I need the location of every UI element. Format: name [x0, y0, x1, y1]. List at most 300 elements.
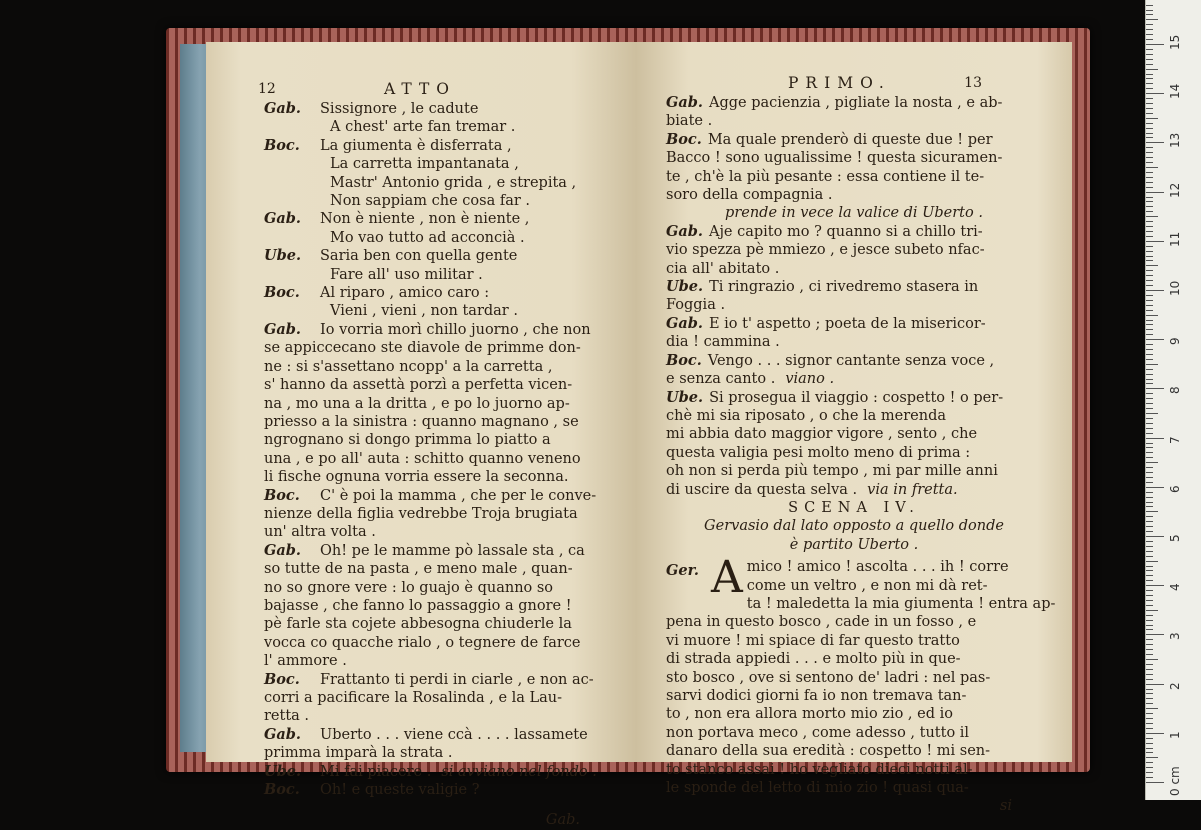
ruler-tick	[1146, 649, 1153, 650]
ruler-tick	[1146, 556, 1153, 557]
ruler-tick	[1146, 64, 1153, 65]
continuation-line	[666, 425, 1042, 443]
ruler-tick	[1146, 551, 1153, 552]
ruler-tick	[1146, 452, 1153, 453]
ruler-tick	[1146, 197, 1153, 198]
continuation-line	[666, 481, 1042, 499]
ruler-label: 6	[1168, 485, 1182, 493]
ruler-tick	[1146, 324, 1153, 325]
dialogue-text: Frattanto ti perdi in ciarle , e non ac-	[320, 671, 594, 688]
ruler-tick	[1146, 698, 1153, 699]
dialogue-text: na , mo una a la dritta , e po lo juorno ap-	[264, 395, 570, 412]
ruler-tick	[1146, 270, 1153, 271]
text-line	[264, 781, 614, 799]
dialogue-text: bajasse , che fanno lo passaggio a gnore !	[264, 597, 572, 614]
ruler-label: 14	[1168, 83, 1182, 100]
ruler-tick	[1146, 162, 1153, 163]
ruler-tick	[1146, 767, 1153, 768]
ruler-tick	[1146, 782, 1164, 783]
ruler-label: 1	[1168, 731, 1182, 739]
dialogue-text: Agge pacienzia , pigliate la nosta , e ab-	[708, 95, 1003, 111]
ruler-tick	[1146, 590, 1153, 591]
ruler-tick	[1146, 108, 1153, 109]
ruler-label: 2	[1168, 681, 1182, 690]
dialogue-text: te , ch'è la più pesante : essa contiene il te-	[666, 168, 985, 185]
ruler-tick	[1146, 305, 1153, 306]
text-line	[666, 315, 1042, 333]
continuation-line	[264, 523, 614, 541]
dialogue-text: Si prosegua il viaggio : cospetto ! o per-	[709, 389, 1004, 406]
ruler-tick	[1146, 674, 1153, 675]
ruler-tick	[1146, 561, 1158, 562]
ruler-label: 7	[1168, 435, 1182, 444]
speech-line: to stanco assai ! ho vegliato dieci notti al-	[666, 761, 973, 778]
dialogue-text: chè mi sia riposato , o che la merenda	[666, 407, 947, 424]
dialogue-text: Bacco ! sono ugualissime ! questa sicuramen-	[666, 150, 1003, 167]
ruler-tick	[1146, 265, 1158, 266]
speaker-label: Gab.	[264, 100, 301, 117]
ruler-tick	[1146, 54, 1153, 55]
speaker-label: Gab.	[264, 725, 301, 743]
speaker-label: Ube.	[264, 762, 302, 780]
dialogue-text: dia ! cammina .	[666, 334, 780, 351]
speech-line: sarvi dodici giorni fa io non tremava tan-	[666, 688, 967, 704]
ruler-tick	[1146, 113, 1153, 114]
text-line	[264, 100, 614, 118]
dialogue-text: ngrognano si dongo primma lo piatto a	[264, 432, 551, 449]
ruler-tick	[1146, 718, 1153, 719]
ruler-tick	[1146, 379, 1153, 380]
ruler-label: 8	[1168, 386, 1182, 395]
ruler-tick	[1146, 472, 1153, 473]
right-page	[636, 42, 1072, 815]
speech-line: to , non era allora morto mio zio , ed io	[666, 706, 953, 723]
dialogue-text: Saria ben con quella gente	[320, 248, 518, 265]
ruler-tick	[1146, 733, 1164, 734]
dialogue-text: Uberto . . . viene ccà . . . . lassamete	[320, 726, 588, 743]
ruler-tick	[1146, 383, 1153, 384]
ruler-label: 11	[1168, 231, 1182, 247]
continuation-line	[264, 505, 614, 523]
ruler-label: 12	[1168, 182, 1182, 198]
ruler-tick	[1146, 679, 1153, 680]
continuation-line	[666, 149, 1042, 167]
speaker-label: Gab.	[264, 210, 301, 228]
ruler-tick	[1146, 300, 1153, 301]
continuation-line	[666, 260, 1042, 278]
ruler-tick	[1146, 497, 1153, 498]
ruler-tick	[1146, 580, 1153, 581]
gervasio-speech	[666, 552, 1056, 797]
continuation-line	[264, 560, 614, 578]
ruler-tick	[1146, 413, 1158, 414]
dialogue-text: Ti ringrazio , ci rivedremo stasera in	[709, 279, 979, 296]
continuation-line	[264, 579, 614, 597]
ruler-tick	[1146, 433, 1153, 434]
ruler-tick	[1146, 762, 1153, 763]
dialogue-text: pè farle sta cojete abbesogna chiuderle la	[264, 616, 572, 633]
speech-line: ta ! maledetta la mia giumenta ! entra ap-	[746, 595, 1056, 612]
speaker-label: Boc.	[264, 670, 300, 688]
ruler-tick	[1146, 44, 1164, 45]
running-head-left	[258, 80, 614, 98]
continuation-line	[666, 444, 1042, 462]
ruler-tick	[1146, 69, 1158, 70]
ruler-tick	[1146, 418, 1153, 419]
ruler-tick	[1146, 10, 1153, 11]
speech-line: vi muore ! mi spiace di far questo tratto	[666, 632, 960, 649]
dialogue-text: Mi fai piacere .	[320, 763, 432, 780]
dialogue-text: retta .	[264, 708, 310, 725]
ruler-label: 13	[1168, 133, 1182, 149]
ruler-tick	[1146, 19, 1158, 20]
ruler-tick	[1146, 315, 1158, 316]
speaker-label: Ube.	[666, 388, 704, 406]
ruler-tick	[1146, 246, 1153, 247]
ruler-tick	[1146, 260, 1153, 261]
ruler-tick	[1146, 211, 1153, 212]
text-line	[264, 763, 614, 781]
continuation-line	[264, 413, 614, 431]
continuation-line	[666, 186, 1042, 204]
speech-line: le sponde del letto di mio zio ! quasi qua-	[666, 780, 969, 797]
verse-line: Non sappiam che cosa far .	[330, 193, 531, 210]
ruler-tick	[1146, 457, 1153, 458]
scene-direction-line-1: Gervasio dal lato opposto a quello donde	[704, 518, 1004, 535]
dialogue-text: e senza canto .	[666, 371, 776, 388]
ruler-tick	[1146, 575, 1153, 576]
dialogue-text: cia all' abitato .	[666, 260, 780, 277]
verse-line: Fare all' uso militar .	[330, 266, 483, 283]
ruler-tick	[1146, 669, 1153, 670]
ruler-tick	[1146, 403, 1153, 404]
ruler-tick	[1146, 570, 1153, 571]
continuation-line	[264, 376, 614, 394]
ruler-tick	[1146, 231, 1153, 232]
ruler-tick	[1146, 585, 1164, 586]
speech-line: di strada appiedi . . . e molto più in que-	[666, 651, 961, 668]
ruler-tick	[1146, 723, 1153, 724]
dialogue-text: Al riparo , amico caro :	[320, 285, 490, 302]
speaker-label: Gab.	[666, 222, 703, 240]
ruler-tick	[1146, 177, 1153, 178]
catchword-right: si	[999, 798, 1012, 815]
verse-line: Mastr' Antonio grida , e strepita ,	[330, 174, 577, 191]
continuation-line	[264, 744, 614, 762]
speaker-label: Boc.	[666, 130, 702, 148]
ruler-tick	[1146, 438, 1164, 439]
text-line	[264, 542, 614, 560]
dialogue-text: La giumenta è disferrata ,	[320, 137, 512, 154]
dialogue-text: Non è niente , non è niente ,	[320, 211, 530, 228]
ruler-tick	[1146, 78, 1153, 79]
ruler-tick	[1146, 467, 1153, 468]
ruler-tick	[1146, 477, 1153, 478]
verse-line: A chest' arte fan tremar .	[330, 119, 516, 136]
speech-line: come un veltro , e non mi dà ret-	[746, 577, 988, 594]
ruler-tick	[1146, 684, 1164, 685]
ruler-tick	[1146, 206, 1153, 207]
continuation-line	[666, 112, 1042, 130]
dialogue-text: una , e po all' auta : schitto quanno veneno	[264, 450, 581, 467]
ruler-tick	[1146, 285, 1153, 286]
speech-line: sto bosco , ove si sentono de' ladri : nel pas-	[666, 669, 991, 686]
ruler-tick	[1146, 492, 1153, 493]
ruler-tick	[1146, 703, 1153, 704]
dialogue-text: Sissignore , le cadute	[320, 101, 479, 117]
continuation-line	[264, 358, 614, 376]
speech-line: danaro della sua eredità : cospetto ! mi sen-	[666, 743, 991, 760]
ruler-tick	[1146, 226, 1153, 227]
dialogue-text: vio spezza pè mmiezo , e jesce subeto nfac-	[666, 242, 985, 259]
ruler-tick	[1146, 443, 1153, 444]
ruler-tick	[1146, 388, 1164, 389]
ruler-label: 9	[1168, 337, 1182, 346]
ruler-tick	[1146, 428, 1153, 429]
ruler-tick	[1146, 757, 1158, 758]
ruler-tick	[1146, 610, 1158, 611]
text-line	[666, 389, 1042, 407]
ruler-tick	[1146, 487, 1164, 488]
ruler-tick	[1146, 275, 1153, 276]
ruler-tick	[1146, 462, 1158, 463]
stage-direction: via in fretta.	[867, 481, 958, 498]
continuation-line	[666, 370, 1042, 388]
stage-direction: viano .	[785, 371, 835, 388]
ruler-tick	[1146, 634, 1164, 635]
ruler-tick	[1146, 546, 1153, 547]
text-line	[264, 247, 614, 265]
stage-direction: prende in vece la valice di Uberto .	[725, 205, 983, 222]
continuation-line	[264, 468, 614, 486]
continuation-line	[264, 707, 614, 725]
ruler-tick	[1146, 142, 1164, 143]
ruler-label: 3	[1168, 632, 1182, 641]
ruler-tick	[1146, 59, 1153, 60]
dialogue-text: li fische ognuna vorria essere la seconna.	[264, 469, 569, 486]
dialogue-text: soro della compagnia .	[666, 187, 833, 204]
dialogue-text: nienze della figlia vedrebbe Troja brugiata	[264, 505, 578, 522]
ruler-tick	[1146, 34, 1153, 35]
text-line	[264, 487, 614, 505]
dialogue-text: mi abbia dato maggior vigore , sento , che	[666, 426, 978, 443]
ruler-tick	[1146, 743, 1153, 744]
ruler-tick	[1146, 14, 1153, 15]
ruler-tick	[1146, 349, 1153, 350]
continuation-line	[666, 296, 1042, 314]
ruler-tick	[1146, 167, 1158, 168]
right-page-body	[666, 94, 1042, 499]
ruler-tick	[1146, 152, 1153, 153]
ruler-tick	[1146, 280, 1153, 281]
ruler-tick	[1146, 541, 1153, 542]
ruler-tick	[1146, 24, 1153, 25]
speech-line: mico ! amico ! ascolta . . . ih ! corre	[746, 559, 1009, 576]
ruler-tick	[1146, 216, 1158, 217]
ruler-tick	[1146, 344, 1153, 345]
dialogue-text: s' hanno da assettà porzì a perfetta vicen-	[264, 377, 573, 394]
speaker-label: Ger.	[666, 562, 699, 580]
scene-direction-line-2: è partito Uberto .	[789, 536, 919, 553]
dialogue-text: di uscire da questa selva .	[666, 481, 858, 498]
ruler-tick	[1146, 221, 1153, 222]
dialogue-text: biate .	[666, 113, 713, 130]
dialogue-text: Foggia .	[666, 297, 726, 314]
ruler-tick	[1146, 595, 1153, 596]
ruler-tick	[1146, 511, 1158, 512]
ruler-tick	[1146, 74, 1153, 75]
ruler-tick	[1146, 738, 1153, 739]
ruler-tick	[1146, 339, 1164, 340]
drop-cap: A	[710, 552, 743, 604]
ruler-tick	[1146, 290, 1164, 291]
ruler-tick	[1146, 256, 1153, 257]
ruler-tick	[1146, 639, 1153, 640]
ruler-tick	[1146, 201, 1153, 202]
speaker-label: Boc.	[264, 284, 300, 302]
left-page	[206, 42, 636, 829]
ruler-tick	[1146, 329, 1153, 330]
ruler-tick	[1146, 654, 1153, 655]
ruler-tick	[1146, 182, 1153, 183]
text-line	[264, 137, 614, 155]
text-line	[264, 321, 614, 339]
verse-line: Vieni , vieni , non tardar .	[330, 303, 518, 320]
stage-direction: si avviano nel fondo .	[441, 763, 597, 780]
continuation-line	[666, 462, 1042, 480]
ruler-tick	[1146, 398, 1153, 399]
ruler-unit-label: 0 cm	[1168, 766, 1182, 796]
dialogue-text: C' è poi la mamma , che per le conve-	[320, 487, 597, 504]
ruler-tick	[1146, 39, 1153, 40]
continuation-line	[264, 431, 614, 449]
running-head-word-right: PRIMO.	[788, 74, 891, 92]
dialogue-text: so tutte de na pasta , e meno male , quan-	[264, 561, 573, 578]
ruler-tick	[1146, 364, 1158, 365]
continuation-line	[264, 339, 614, 357]
ruler-tick	[1146, 98, 1153, 99]
measuring-ruler	[1145, 0, 1201, 800]
ruler-tick	[1146, 752, 1153, 753]
ruler-tick	[1146, 521, 1153, 522]
ruler-tick	[1146, 531, 1153, 532]
ruler-tick	[1146, 157, 1153, 158]
dialogue-text: vocca co quacche rialo , o tegnere de farce	[264, 634, 581, 651]
ruler-tick	[1146, 123, 1153, 124]
speaker-label: Gab.	[666, 314, 703, 332]
text-line	[666, 131, 1042, 149]
continuation-line	[666, 333, 1042, 351]
text-line	[264, 210, 614, 228]
ruler-tick	[1146, 629, 1153, 630]
ruler-tick	[1146, 393, 1153, 394]
dialogue-text: ne : si s'assettano ncopp' a la carretta ,	[264, 358, 553, 375]
ruler-tick	[1146, 605, 1153, 606]
dialogue-text: Oh! pe le mamme pò lassale sta , ca	[320, 542, 585, 559]
dialogue-text: E io t' aspetto ; poeta de la misericor-	[708, 315, 986, 332]
continuation-line	[666, 168, 1042, 186]
speaker-label: Boc.	[264, 136, 300, 154]
speaker-label: Ube.	[666, 278, 704, 296]
ruler-tick	[1146, 689, 1153, 690]
ruler-tick	[1146, 187, 1153, 188]
ruler-tick	[1146, 526, 1153, 527]
verse-line: Mo vao tutto ad acconcià .	[330, 229, 525, 246]
ruler-tick	[1146, 516, 1153, 517]
ruler-tick	[1146, 482, 1153, 483]
speaker-label: Boc.	[264, 781, 300, 799]
ruler-tick	[1146, 659, 1158, 660]
ruler-tick	[1146, 644, 1153, 645]
ruler-tick	[1146, 147, 1153, 148]
dialogue-text: questa valigia pesi molto meno di prima :	[666, 444, 971, 461]
speech-line: non portava meco , come adesso , tutto il	[666, 724, 970, 741]
ruler-tick	[1146, 369, 1153, 370]
ruler-tick	[1146, 88, 1153, 89]
ruler-label	[1168, 0, 1182, 1]
continuation-line	[264, 652, 614, 670]
ruler-tick	[1146, 251, 1153, 252]
ruler-tick	[1146, 374, 1153, 375]
text-line	[666, 352, 1042, 370]
page-number-left: 12	[258, 81, 276, 97]
ruler-tick	[1146, 615, 1153, 616]
continuation-line	[264, 450, 614, 468]
continuation-line	[666, 407, 1042, 425]
ruler-label: 4	[1168, 583, 1182, 592]
ruler-tick	[1146, 310, 1153, 311]
ruler-tick	[1146, 772, 1153, 773]
dialogue-text: no so gnore vere : lo guajo è quanno so	[264, 579, 554, 596]
ruler-tick	[1146, 137, 1153, 138]
continuation-line	[264, 395, 614, 413]
ruler-tick	[1146, 354, 1153, 355]
left-page-body	[264, 100, 614, 799]
ruler-tick	[1146, 133, 1153, 134]
ruler-tick	[1146, 408, 1153, 409]
speaker-label: Gab.	[666, 94, 703, 111]
dialogue-text: Io vorria morì chillo juorno , che non	[320, 321, 591, 338]
scene-title: SCENA IV.	[788, 499, 920, 516]
ruler-tick	[1146, 713, 1153, 714]
ruler-tick	[1146, 506, 1153, 507]
ruler-tick	[1146, 103, 1153, 104]
ruler-tick	[1146, 172, 1153, 173]
ruler-tick	[1146, 748, 1153, 749]
dialogue-text: Vengo . . . signor cantante senza voce ,	[707, 352, 995, 369]
ruler-tick	[1146, 29, 1153, 30]
text-line	[264, 726, 614, 744]
dialogue-text: oh non si perda più tempo , mi par mille anni	[666, 463, 998, 480]
dialogue-text: Ma quale prenderò di queste due ! per	[707, 131, 993, 148]
continuation-line	[264, 634, 614, 652]
speaker-label: Ube.	[264, 247, 302, 265]
text-line	[666, 94, 1042, 112]
ruler-tick	[1146, 320, 1153, 321]
running-head-word-left: ATTO	[384, 80, 457, 98]
ruler-tick	[1146, 447, 1153, 448]
dialogue-text: Aje capito mo ? quanno si a chillo tri-	[708, 223, 983, 240]
ruler-tick	[1146, 536, 1164, 537]
ruler-tick	[1146, 83, 1153, 84]
text-line	[264, 284, 614, 302]
ruler-tick	[1146, 777, 1153, 778]
ruler-tick	[1146, 664, 1153, 665]
continuation-line	[666, 241, 1042, 259]
verse-line: La carretta impantanata ,	[330, 156, 519, 173]
dialogue-text: corri a pacificare la Rosalinda , e la Lau-	[264, 690, 563, 706]
text-line	[264, 671, 614, 689]
